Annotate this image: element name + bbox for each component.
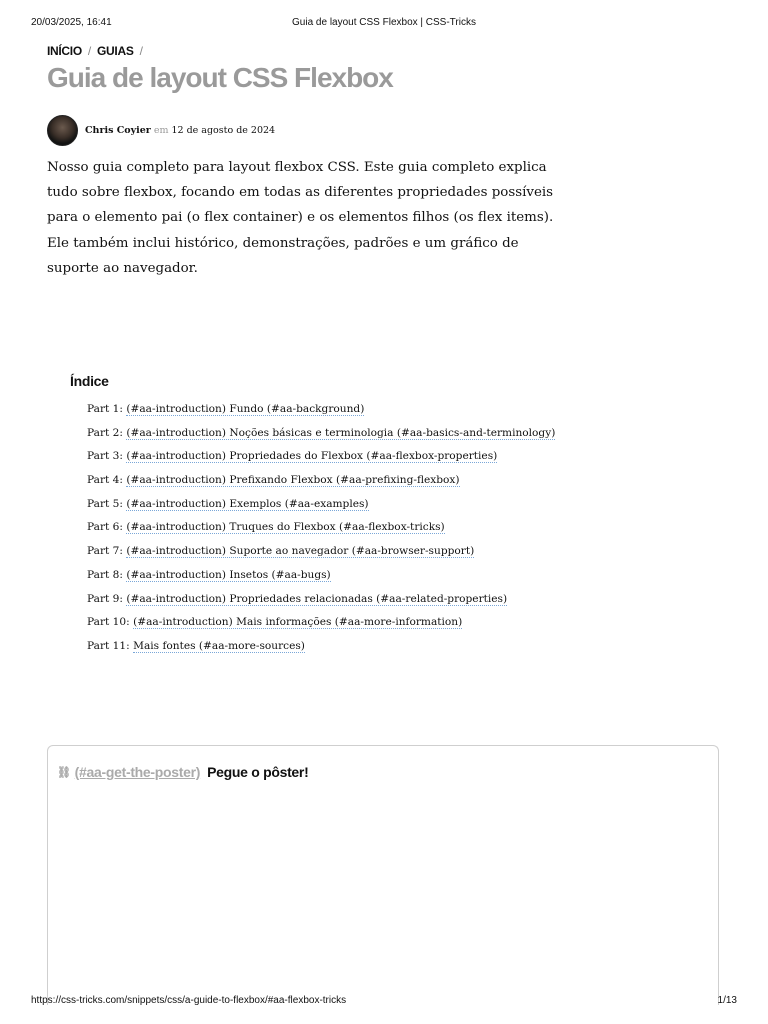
toc-part-label: Part 11: [87,639,130,652]
toc-link[interactable]: (#aa-introduction) Suporte ao navegador (#aa-browser-support) [126,545,475,558]
toc-link[interactable]: (#aa-introduction) Propriedades do Flexbox (#aa-flexbox-properties) [126,450,498,463]
toc-item [87,517,555,541]
toc-part-label: Part 6: [87,521,123,534]
intro-paragraph: Nosso guia completo para layout flexbox CSS. Este guia completo explica tudo sobre flexbox, focando em todas as diferentes propriedades possíveis para o elemento pai (o flex container) e os elementos filhos (os flex items). Ele também inclui histórico, demonstrações, padrões e um gráfico de suporte ao navegador. [47,160,554,276]
toc-part-label: Part 9: [87,592,123,605]
toc-item [87,565,555,589]
toc-item [87,636,555,660]
toc-part-label: Part 8: [87,568,123,581]
toc-link[interactable]: (#aa-introduction) Mais informações (#aa-more-information) [133,616,463,629]
print-header [31,17,737,31]
print-footer [31,995,737,1009]
page-title: Guia de layout CSS Flexbox [47,62,393,93]
publish-date: 12 de agosto de 2024 [171,124,276,136]
author-link[interactable]: Chris Coyier [85,124,151,136]
toc-link[interactable]: (#aa-introduction) Truques do Flexbox (#aa-flexbox-tricks) [126,521,445,534]
author-avatar[interactable] [47,115,78,146]
toc-item [87,470,555,494]
byline [47,115,275,145]
breadcrumb-separator: / [139,44,143,58]
toc-part-label: Part 7: [87,545,123,558]
toc-item [87,494,555,518]
breadcrumb-separator: / [87,44,91,58]
toc-link[interactable]: (#aa-introduction) Prefixando Flexbox (#aa-prefixing-flexbox) [126,474,460,487]
print-page-counter: 1/13 [717,995,737,1006]
breadcrumb [47,44,146,58]
toc-part-label: Part 5: [87,497,123,510]
date-prefix: em [153,124,169,136]
toc-link[interactable]: (#aa-introduction) Fundo (#aa-background) [126,403,365,415]
toc-part-label: Part 3: [87,450,123,463]
toc-item [87,541,555,565]
print-url: https://css-tricks.com/snippets/css/a-guide-to-flexbox/#aa-flexbox-tricks [31,995,347,1006]
toc-part-label: Part 1: [87,403,123,415]
toc-link[interactable]: (#aa-introduction) Propriedades relacionadas (#aa-related-properties) [126,592,508,605]
toc-link[interactable]: (#aa-introduction) Noções básicas e terminologia (#aa-basics-and-terminology) [126,426,556,439]
toc-item [87,446,555,470]
breadcrumb-guides-link[interactable]: GUIAS [97,44,134,58]
poster-section [47,745,719,1005]
breadcrumb-home-link[interactable]: INÍCIO [47,44,82,58]
poster-title: Pegue o pôster! [207,764,309,780]
print-doc-title: Guia de layout CSS Flexbox | CSS-Tricks [292,17,476,28]
toc-heading: Índice [70,373,109,389]
print-datetime: 20/03/2025, 16:41 [31,17,112,28]
toc-part-label: Part 10: [87,616,130,629]
poster-heading [57,764,308,780]
toc-item [87,589,555,613]
toc-link[interactable]: (#aa-introduction) Insetos (#aa-bugs) [126,568,331,581]
toc-part-label: Part 4: [87,474,123,487]
toc-part-label: Part 2: [87,426,123,439]
toc-item [87,612,555,636]
toc-link[interactable]: Mais fontes (#aa-more-sources) [133,639,305,652]
toc-link[interactable]: (#aa-introduction) Exemplos (#aa-examples) [126,497,369,510]
toc-item [87,399,555,423]
toc-item [87,423,555,447]
poster-anchor-link[interactable]: (#aa-get-the-poster) [74,764,201,780]
link-icon[interactable]: ⛓ [57,766,71,779]
table-of-contents [87,399,555,660]
